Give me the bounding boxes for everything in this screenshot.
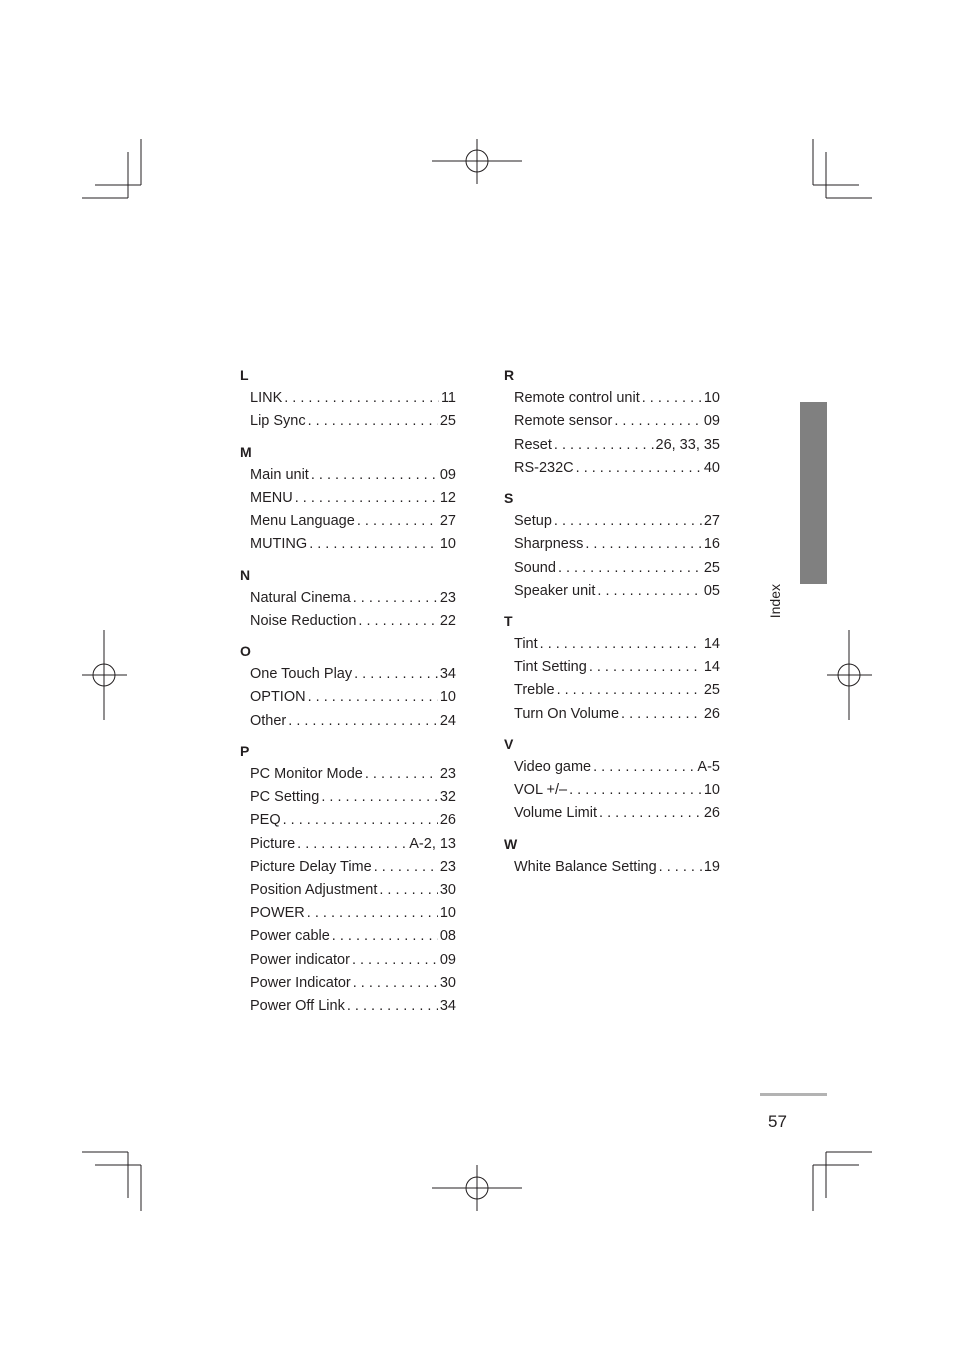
entry-term: Reset — [514, 436, 552, 453]
entry-page: 23 — [439, 589, 456, 606]
entry-page: 10 — [439, 689, 456, 706]
dot-leader — [557, 681, 702, 699]
index-section — [504, 835, 720, 881]
section-letter: M — [240, 443, 252, 460]
index-entry — [250, 712, 456, 735]
entry-page: 30 — [439, 881, 456, 898]
entry-term: Power Off Link — [250, 997, 345, 1014]
entry-term: Main unit — [250, 466, 309, 483]
dot-leader — [558, 559, 702, 577]
dot-leader — [576, 459, 702, 477]
section-gap — [504, 828, 720, 835]
dot-leader — [307, 904, 438, 922]
index-entry — [250, 535, 456, 558]
index-entry — [250, 835, 456, 858]
entry-page: 10 — [439, 536, 456, 553]
entry-term: Menu Language — [250, 513, 355, 530]
entry-term: Position Adjustment — [250, 881, 378, 898]
dot-leader — [659, 858, 702, 876]
entry-page: 14 — [703, 659, 720, 676]
dot-leader — [309, 535, 438, 553]
dot-leader — [308, 688, 438, 706]
section-letter: N — [240, 566, 251, 583]
entry-term: Remote sensor — [514, 413, 613, 430]
entry-term: POWER — [250, 905, 305, 922]
entry-term: MUTING — [250, 536, 308, 553]
dot-leader — [554, 436, 654, 454]
dot-leader — [288, 712, 438, 730]
index-entry — [514, 459, 720, 482]
dot-leader — [599, 804, 702, 822]
index-entry — [514, 705, 720, 728]
index-entry — [250, 927, 456, 950]
entry-term: Video game — [514, 759, 592, 775]
entry-term: Other — [250, 712, 287, 729]
entry-term: Tint Setting — [514, 659, 587, 676]
dot-leader — [357, 512, 438, 530]
index-entry — [514, 658, 720, 681]
index-entry — [250, 512, 456, 535]
index-entry — [514, 681, 720, 704]
dot-leader — [593, 758, 695, 776]
dot-leader — [379, 881, 438, 899]
entry-page: 25 — [703, 682, 720, 699]
entry-page: 19 — [703, 858, 720, 875]
index-section — [240, 366, 456, 436]
dot-leader — [585, 535, 702, 553]
index-entry — [514, 535, 720, 558]
entry-term: VOL +/– — [514, 782, 568, 799]
index-column-right — [504, 366, 720, 881]
dot-leader — [353, 589, 438, 607]
entry-term: Setup — [514, 513, 552, 530]
entry-page: A-2, 13 — [409, 835, 456, 852]
section-gap — [240, 735, 456, 742]
dot-leader — [347, 997, 438, 1015]
index-entry — [514, 781, 720, 804]
index-entry — [250, 881, 456, 904]
index-entry — [250, 412, 456, 435]
entry-term: PEQ — [250, 812, 281, 829]
index-entry — [250, 974, 456, 997]
entry-term: Noise Reduction — [250, 612, 357, 629]
entry-term: RS-232C — [514, 459, 574, 476]
page-number: 57 — [768, 1112, 787, 1131]
dot-leader — [311, 466, 438, 484]
index-entry — [250, 688, 456, 711]
dot-leader — [374, 858, 438, 876]
dot-leader — [365, 765, 438, 783]
index-entry — [250, 765, 456, 788]
entry-page: 27 — [439, 513, 456, 530]
entry-page: 34 — [439, 997, 456, 1014]
entry-term: White Balance Setting — [514, 858, 657, 875]
index-section — [240, 443, 456, 559]
dot-leader — [614, 412, 702, 430]
dot-leader — [321, 788, 438, 806]
entry-term: Natural Cinema — [250, 589, 351, 606]
dot-leader — [295, 489, 438, 507]
index-entry — [514, 858, 720, 881]
dot-leader — [540, 635, 702, 653]
dot-leader — [283, 811, 438, 829]
index-entry — [514, 389, 720, 412]
entry-term: One Touch Play — [250, 666, 353, 683]
entry-term: MENU — [250, 489, 293, 506]
entry-page: 26 — [703, 805, 720, 822]
entry-page: 14 — [703, 636, 720, 653]
dot-leader — [621, 705, 702, 723]
entry-page: 26 — [439, 812, 456, 829]
entry-term: Picture Delay Time — [250, 858, 372, 875]
index-entry — [250, 589, 456, 612]
section-gap — [240, 436, 456, 443]
entry-page: 10 — [439, 905, 456, 922]
section-letter: O — [240, 643, 251, 660]
index-column-left — [240, 366, 456, 1020]
index-section — [240, 642, 456, 735]
index-entry — [514, 559, 720, 582]
index-entry — [514, 804, 720, 827]
entry-page: 11 — [440, 390, 456, 407]
entry-page: 27 — [703, 513, 720, 530]
entry-term: Power indicator — [250, 951, 350, 968]
dot-leader — [308, 412, 438, 430]
entry-page: 10 — [703, 782, 720, 799]
dot-leader — [332, 927, 438, 945]
dot-leader — [353, 974, 438, 992]
index-entry — [250, 788, 456, 811]
index-entry — [250, 489, 456, 512]
dot-leader — [297, 835, 407, 853]
index-entry — [514, 436, 720, 459]
section-letter: V — [504, 735, 514, 752]
index-entry — [514, 512, 720, 535]
index-section — [504, 489, 720, 605]
entry-page: 24 — [439, 712, 456, 729]
entry-page: 22 — [439, 612, 456, 629]
index-entry — [250, 951, 456, 974]
entry-term: Picture — [250, 835, 296, 852]
index-section — [240, 566, 456, 636]
entry-term: Speaker unit — [514, 582, 596, 599]
entry-term: Power Indicator — [250, 974, 351, 991]
entry-page: 09 — [439, 951, 456, 968]
entry-page: 23 — [439, 766, 456, 782]
entry-term: Remote control unit — [514, 390, 640, 407]
dot-leader — [352, 951, 438, 969]
entry-term: Power cable — [250, 928, 330, 945]
dot-leader — [597, 582, 701, 600]
entry-page: 12 — [439, 489, 456, 506]
index-entry — [514, 582, 720, 605]
side-tab-label-wrap — [767, 584, 787, 644]
section-letter: R — [504, 367, 515, 383]
entry-term: LINK — [250, 390, 283, 407]
index-section — [504, 612, 720, 728]
index-entry — [250, 858, 456, 881]
side-tab-label: Index — [767, 584, 783, 619]
entry-page: 30 — [439, 974, 456, 991]
entry-term: PC Setting — [250, 789, 320, 806]
index-entry — [250, 811, 456, 834]
entry-page: 25 — [439, 413, 456, 430]
index-entry — [250, 904, 456, 927]
section-gap — [504, 482, 720, 489]
dot-leader — [554, 512, 702, 530]
section-gap — [504, 728, 720, 735]
section-gap — [240, 559, 456, 566]
side-tab — [800, 402, 827, 584]
index-entry — [250, 466, 456, 489]
section-gap — [504, 605, 720, 612]
entry-page: 32 — [439, 789, 456, 806]
entry-page: A-5 — [697, 759, 720, 775]
index-entry — [250, 997, 456, 1020]
entry-term: Tint — [514, 636, 538, 653]
entry-term: Treble — [514, 682, 555, 699]
dot-leader — [589, 658, 702, 676]
dot-leader — [284, 389, 439, 407]
dot-leader — [354, 665, 438, 683]
index-entry — [514, 412, 720, 435]
entry-page: 09 — [703, 413, 720, 430]
entry-page: 34 — [439, 666, 456, 683]
entry-term: OPTION — [250, 689, 306, 706]
entry-page: 26, 33, 35 — [655, 436, 720, 453]
dot-leader — [569, 781, 702, 799]
section-gap — [240, 635, 456, 642]
dot-leader — [358, 612, 437, 630]
entry-page: 16 — [703, 536, 720, 553]
entry-page: 08 — [439, 928, 456, 945]
entry-term: Sharpness — [514, 536, 584, 553]
dot-leader — [642, 389, 702, 407]
section-letter: L — [240, 367, 249, 383]
entry-page: 09 — [439, 466, 456, 483]
entry-page: 05 — [703, 582, 720, 599]
index-entry — [250, 389, 456, 412]
entry-term: Volume Limit — [514, 805, 598, 822]
index-section — [240, 742, 456, 1020]
section-letter: W — [504, 835, 518, 852]
entry-page: 23 — [439, 858, 456, 875]
index-entry — [514, 635, 720, 658]
entry-page: 26 — [703, 705, 720, 722]
index-entry — [514, 758, 720, 781]
entry-term: PC Monitor Mode — [250, 766, 363, 782]
section-letter: P — [240, 742, 250, 759]
index-entry — [250, 612, 456, 635]
page-number-rule — [760, 1093, 827, 1096]
index-section — [504, 366, 720, 482]
entry-page: 40 — [703, 459, 720, 476]
entry-page: 25 — [703, 559, 720, 576]
index-section — [504, 735, 720, 828]
index-entry — [250, 665, 456, 688]
section-letter: T — [504, 612, 513, 629]
entry-term: Turn On Volume — [514, 705, 620, 722]
entry-page: 10 — [703, 390, 720, 407]
entry-term: Lip Sync — [250, 413, 306, 430]
section-letter: S — [504, 489, 514, 506]
entry-term: Sound — [514, 559, 556, 576]
